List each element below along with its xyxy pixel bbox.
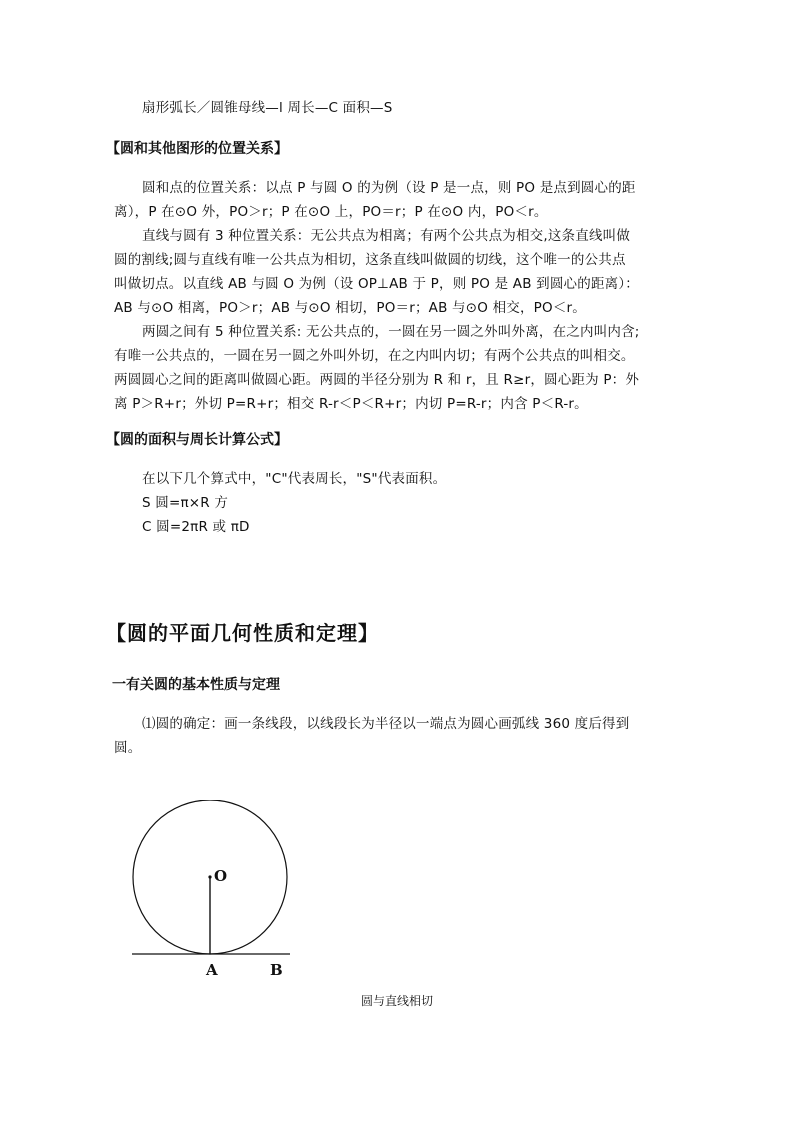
point-a-label: A [206, 961, 218, 979]
paragraph-line: 离），P 在⊙O 外，PO＞r；P 在⊙O 上，PO＝r；P 在⊙O 内，PO＜r。 [114, 204, 548, 220]
section-title-formulas: 【圆的面积与周长计算公式】 [106, 432, 288, 448]
paragraph-line: 圆。 [114, 740, 142, 756]
circumference-formula-line: C 圆=2πR 或 πD [142, 519, 250, 535]
center-label: O [214, 867, 228, 885]
paragraph-line: 圆的割线;圆与直线有唯一公共点为相切，这条直线叫做圆的切线，这个唯一的公共点 [114, 252, 626, 268]
paragraph-line: AB 与⊙O 相离，PO＞r；AB 与⊙O 相切，PO＝r；AB 与⊙O 相交，PO＜r。 [114, 300, 587, 316]
formula-intro-line: 在以下几个算式中，"C"代表周长，"S"代表面积。 [142, 471, 447, 487]
paragraph-line: 叫做切点。以直线 AB 与圆 O 为例（设 OP⊥AB 于 P，则 PO 是 AB 到圆心的距离）： [114, 276, 640, 292]
subheading-basic-properties: 一有关圆的基本性质与定理 [112, 677, 280, 693]
paragraph-line: 两圆之间有 5 种位置关系: 无公共点的，一圆在另一圆之外叫外离，在之内叫内含; [142, 324, 640, 340]
paragraph-line: 有唯一公共点的，一圆在另一圆之外叫外切，在之内叫内切；有两个公共点的叫相交。 [114, 348, 635, 364]
area-formula-line: S 圆=π×R 方 [142, 495, 229, 511]
paragraph-line: 两圆圆心之间的距离叫做圆心距。两圆的半径分别为 R 和 r，且 R≥r，圆心距为 P：外 [114, 372, 640, 388]
paragraph-line: ⑴圆的确定：画一条线段，以线段长为半径以一端点为圆心画弧线 360 度后得到 [142, 716, 630, 732]
paragraph-line: 离 P＞R+r；外切 P=R+r；相交 R-r＜P＜R+r；内切 P=R-r；内含 P＜R-r。 [114, 396, 588, 412]
chapter-title: 【圆的平面几何性质和定理】 [106, 621, 379, 645]
figure-caption: 圆与直线相切 [360, 994, 433, 1008]
sector-formula-line: 扇形弧长／圆锥母线—l 周长—C 面积—S [142, 100, 393, 116]
tangent-circle-figure [126, 800, 306, 985]
section-title-positions: 【圆和其他图形的位置关系】 [106, 141, 288, 157]
center-point [208, 875, 211, 878]
paragraph-line: 圆和点的位置关系：以点 P 与圆 O 的为例（设 P 是一点，则 PO 是点到圆心的距 [142, 180, 636, 196]
point-b-label: B [270, 961, 283, 979]
paragraph-line: 直线与圆有 3 种位置关系：无公共点为相离；有两个公共点为相交,这条直线叫做 [142, 228, 631, 244]
